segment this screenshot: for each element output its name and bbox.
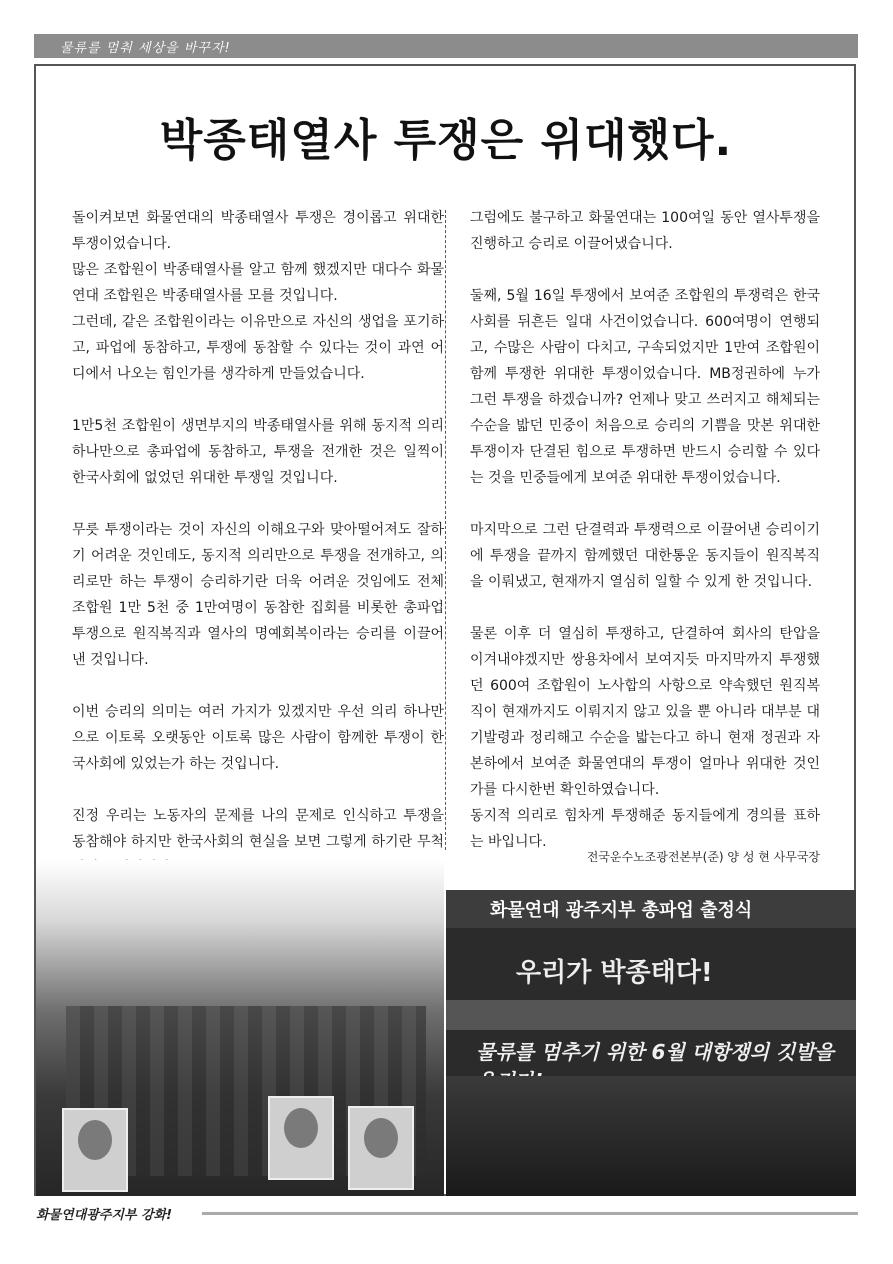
portrait-poster <box>348 1106 414 1190</box>
paragraph: 1만5천 조합원이 생면부지의 박종태열사를 위해 동지적 의리 하나만으로 총파업에 동참하고, 투쟁을 전개한 것은 일찍이 한국사회에 없었던 위대한 투쟁일 것입니다. <box>72 418 444 486</box>
stage-slogan: 우리가 박종태다! <box>516 958 713 988</box>
portrait-poster <box>268 1096 334 1180</box>
header-slogan: 물류를 멈춰 세상을 바꾸자! <box>60 41 231 56</box>
paragraph: 이번 승리의 의미는 여러 가지가 있겠지만 우선 의리 하나만으로 이토록 오랫동안 이토록 많은 사람이 함께한 투쟁이 한국사회에 있었는가 하는 것입니다. <box>72 704 444 772</box>
crowd-image <box>446 1076 856 1196</box>
paragraph: 마지막으로 그런 단결력과 투쟁력으로 이끌어낸 승리이기에 투쟁을 끝까지 함께했던 대한통운 동지들이 원직복직을 이뤄냈고, 현재까지 열심히 일할 수 있게 한 것입니다. <box>470 522 820 590</box>
portrait-poster <box>62 1108 128 1192</box>
right-column <box>470 205 820 855</box>
paragraph: 돌이켜보면 화물연대의 박종태열사 투쟁은 경이롭고 위대한 투쟁이었습니다. <box>72 210 444 252</box>
paragraph: 많은 조합원이 박종태열사를 알고 함께 했겠지만 대다수 화물연대 조합원은 박종태열사를 모를 것입니다. <box>72 262 444 304</box>
banner-text: 화물연대 광주지부 총파업 출정식 <box>490 900 753 921</box>
rally-photo-right <box>446 890 856 1196</box>
stage <box>446 1000 856 1030</box>
paragraph: 그런데, 같은 조합원이라는 이유만으로 자신의 생업을 포기하고, 파업에 동참하고, 투쟁에 동참할 수 있다는 것이 과연 어디에서 나오는 힘인가를 생각하게 만들었습니다. <box>72 314 444 382</box>
footer-text: 화물연대광주지부 강화! <box>36 1208 173 1223</box>
signature: 전국운수노조광전본부(준) 양 성 현 사무국장 <box>586 850 820 864</box>
column-divider <box>445 210 446 850</box>
paragraph: 물론 이후 더 열심히 투쟁하고, 단결하여 회사의 탄압을 이겨내야겠지만 쌍용차에서 보여지듯 마지막까지 투쟁했던 600여 조합원이 노사합의 사항으로 약속했던 원직복직이 현재까지도 이뤄지지 않고 있을 뿐 아니라 대부분 대기발령과 정리해고 수순을 밟는다고 하니 현재 정권과 자본하에서 보여준 화물연대의 투쟁이 얼마나 위대한 것인가를 다시한번 확인하였습니다. <box>470 626 820 798</box>
photo-strip <box>36 860 856 1196</box>
paragraph: 무릇 투쟁이라는 것이 자신의 이해요구와 맞아떨어져도 잘하기 어려운 것인데도, 동지적 의리만으로 투쟁을 전개하고, 의리로만 하는 투쟁이 승리하기란 더욱 어려운 것임에도 전체 조합원 1만 5천 중 1만여명이 동참한 집회를 비롯한 총파업 투쟁으로 원직복직과 열사의 명예회복이라는 승리를 이끌어낸 것입니다. <box>72 522 444 668</box>
footer-line <box>202 1212 858 1215</box>
photo-banner <box>446 890 856 928</box>
paragraph: 둘째, 5월 16일 투쟁에서 보여준 조합원의 투쟁력은 한국사회를 뒤흔든 일대 사건이었습니다. 600여명이 연행되고, 수많은 사람이 다치고, 구속되었지만 1만여 조합원이 함께 투쟁한 위대한 투쟁이었습니다. MB정권하에 누가 그런 투쟁을 하겠습니까? 언제나 맞고 쓰러지고 해체되는 수순을 밟던 민중이 처음으로 승리의 기쁨을 맛본 위대한 투쟁이자 단결된 힘으로 투쟁하면 반드시 승리할 수 있다는 것을 민중들에게 보여준 위대한 투쟁이었습니다. <box>470 288 820 486</box>
paragraph: 진정 우리는 노동자의 문제를 나의 문제로 인식하고 투쟁을 동참해야 하지만 한국사회의 현실을 보면 그렇게 하기란 무척 <box>72 808 444 850</box>
rally-photo-left <box>36 860 444 1196</box>
left-column <box>72 205 444 881</box>
article-title: 박종태열사 투쟁은 위대했다. <box>159 115 733 166</box>
header-bar <box>34 34 858 58</box>
paragraph: 그럼에도 불구하고 화물연대는 100여일 동안 열사투쟁을 진행하고 승리로 이끌어냈습니다. <box>470 210 820 252</box>
crowd-slogan: 물류를 멈추기 위한 6월 대항쟁의 깃발을 <box>476 1040 834 1064</box>
footer-bar <box>36 1204 858 1222</box>
paragraph: 동지적 의리로 힘차게 투쟁해준 동지들에게 경의를 표하는 바입니다. <box>470 808 820 850</box>
